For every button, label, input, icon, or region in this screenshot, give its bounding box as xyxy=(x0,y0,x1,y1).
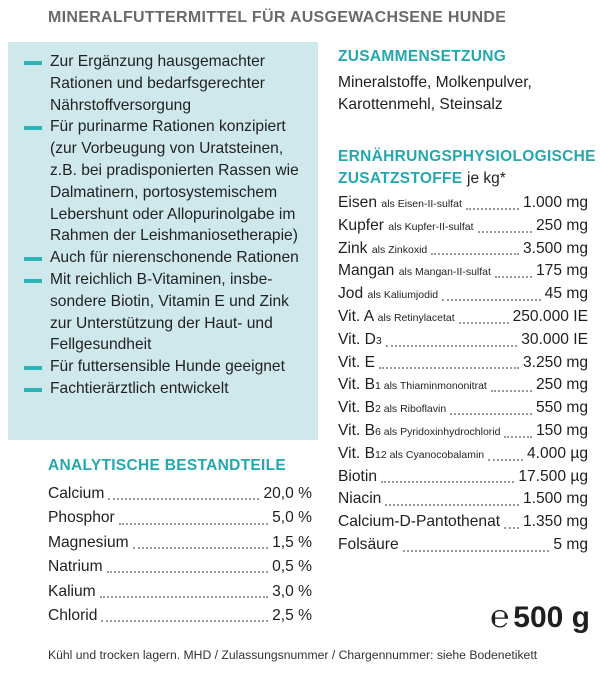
additive-row xyxy=(338,238,588,261)
analytic-value: 2,5 % xyxy=(272,606,312,624)
additive-name: Vit. B12 als Cyanocobalamin xyxy=(338,444,485,462)
dot-leader xyxy=(431,252,519,255)
additive-name: Vit. B1 als Thiaminmononitrat xyxy=(338,376,487,394)
dash-bullet-icon xyxy=(24,279,42,283)
dash-bullet-icon xyxy=(24,388,42,392)
storage-note: Kühl und trocken lagern. MHD / Zulassungsnummer / Chargennummer: siehe Bodenetikett xyxy=(48,648,538,662)
additive-value: 1.500 mg xyxy=(522,490,588,508)
dot-leader xyxy=(381,480,514,483)
additive-value: 250 mg xyxy=(535,216,588,234)
additive-value: 175 mg xyxy=(535,262,588,280)
additive-value: 1.350 mg xyxy=(522,513,588,531)
dot-leader xyxy=(466,207,519,210)
dot-leader xyxy=(133,546,269,549)
dot-leader xyxy=(459,321,509,324)
additive-row xyxy=(338,215,588,238)
additive-name: Vit. D3 xyxy=(338,330,382,348)
analytic-row xyxy=(48,482,312,506)
additive-name: Folsäure xyxy=(338,535,399,553)
page-title: MINERALFUTTERMITTEL FÜR AUSGEWACHSENE HUNDE xyxy=(48,9,507,26)
additive-name: Kupfer als Kupfer-II-sulfat xyxy=(338,216,474,234)
analytic-name: Magnesium xyxy=(48,533,129,551)
additive-row xyxy=(338,488,588,511)
additive-value: 1.000 mg xyxy=(522,194,588,211)
dot-leader xyxy=(403,549,550,552)
additive-name: Calcium-D-Pantothenat xyxy=(338,513,501,531)
analytic-table xyxy=(48,482,312,628)
features-list xyxy=(8,42,318,400)
feature-item: Auch für nierenschonende Rationen xyxy=(8,247,318,269)
additive-value: 45 mg xyxy=(544,285,588,303)
feature-item: Zur Ergänzung hausgemachter Rationen und bedarfsgerechter Nährstoffversorgung xyxy=(8,51,318,116)
additives-table xyxy=(338,192,588,557)
dot-leader xyxy=(119,522,268,525)
additives-heading xyxy=(338,146,596,190)
additive-value: 17.500 µg xyxy=(518,467,588,485)
additives-heading-text: ERNÄHRUNGSPHYSIOLOGISCHE ZUSATZSTOFFE xyxy=(338,148,596,187)
dot-leader xyxy=(488,458,523,461)
dot-leader xyxy=(100,595,268,598)
features-box xyxy=(8,42,318,440)
additive-value: 550 mg xyxy=(535,399,588,417)
additive-name: Vit. B6 als Pyridoxinhydrochlorid xyxy=(338,421,501,439)
analytic-value: 5,0 % xyxy=(272,509,312,527)
additive-row xyxy=(338,306,588,329)
dot-leader xyxy=(386,344,518,347)
additive-value: 4.000 µg xyxy=(526,444,588,462)
composition-heading: ZUSAMMENSETZUNG xyxy=(338,48,507,65)
additive-name: Vit. A als Retinylacetat xyxy=(338,307,455,325)
dot-leader xyxy=(504,526,519,529)
feature-item: Für futtersensible Hunde geeignet xyxy=(8,356,318,378)
additive-row xyxy=(338,352,588,375)
additive-row xyxy=(338,283,588,306)
dot-leader xyxy=(450,412,532,415)
additive-value: 5 mg xyxy=(553,535,588,553)
feature-item: Mit reichlich B-Vitaminen, insbesondere Biotin, Vitamin E und Zink zur Unterstützung der Haut- und Fellgesundheit xyxy=(8,269,318,356)
additive-value: 250 mg xyxy=(535,376,588,394)
net-weight xyxy=(442,596,590,638)
dot-leader xyxy=(108,497,259,500)
additive-row xyxy=(338,466,588,489)
dash-bullet-icon xyxy=(24,366,42,370)
additive-row xyxy=(338,397,588,420)
dot-leader xyxy=(442,298,541,301)
dot-leader xyxy=(491,389,532,392)
estimated-sign-icon: ℮ xyxy=(490,598,510,634)
additive-value: 150 mg xyxy=(535,421,588,439)
additive-row xyxy=(338,511,588,534)
additive-name: Zink als Zinkoxid xyxy=(338,239,428,257)
additive-name: Vit. E xyxy=(338,353,375,371)
analytic-value: 1,5 % xyxy=(272,533,312,551)
dot-leader xyxy=(385,503,519,506)
analytic-row xyxy=(48,555,312,579)
additive-name: Eisen als Eisen-II-sulfat xyxy=(338,194,462,211)
dash-bullet-icon xyxy=(24,61,42,65)
additive-row xyxy=(338,260,588,283)
additive-value: 250.000 IE xyxy=(512,307,588,325)
additive-name: Jod als Kaliumjodid xyxy=(338,285,439,303)
dot-leader xyxy=(107,570,269,573)
analytic-heading: ANALYTISCHE BESTANDTEILE xyxy=(48,457,286,474)
dot-leader xyxy=(478,230,532,233)
analytic-name: Chlorid xyxy=(48,606,98,624)
additive-value: 30.000 IE xyxy=(521,330,588,348)
additive-name: Biotin xyxy=(338,467,378,485)
net-weight-value: 500 g xyxy=(513,601,590,634)
additive-row xyxy=(338,534,588,557)
additive-name: Vit. B2 als Riboflavin xyxy=(338,399,447,417)
analytic-name: Natrium xyxy=(48,558,103,576)
additive-value: 3.500 mg xyxy=(522,239,588,257)
additive-value: 3.250 mg xyxy=(522,353,588,371)
dash-bullet-icon xyxy=(24,257,42,261)
feature-item: Für purinarme Rationen konzipiert (zur Vorbeugung von Uratsteinen, z.B. bei pradisponierten Rassen wie Dalmatinern, portosystemischem Lebershunt oder Allopurinolgabe im Rahmen der Leishmaniosetherapie) xyxy=(8,116,318,247)
dot-leader xyxy=(495,275,532,278)
dot-leader xyxy=(101,619,268,622)
analytic-name: Kalium xyxy=(48,582,96,600)
additive-row xyxy=(338,420,588,443)
dash-bullet-icon xyxy=(24,126,42,130)
additives-unit: je kg* xyxy=(467,170,506,187)
analytic-row xyxy=(48,531,312,555)
dot-leader xyxy=(504,435,532,438)
additive-row xyxy=(338,374,588,397)
additive-name: Niacin xyxy=(338,490,382,508)
analytic-value: 0,5 % xyxy=(272,558,312,576)
analytic-value: 3,0 % xyxy=(272,582,312,600)
additive-row xyxy=(338,192,588,215)
feature-item: Fachtierärztlich entwickelt xyxy=(8,378,318,400)
dot-leader xyxy=(379,366,519,369)
additive-row xyxy=(338,329,588,352)
additive-name: Mangan als Mangan-II-sulfat xyxy=(338,262,491,280)
analytic-row xyxy=(48,604,312,628)
composition-text: Mineralstoffe, Molkenpulver, Karottenmehl, Steinsalz xyxy=(338,74,532,113)
analytic-name: Phosphor xyxy=(48,509,115,527)
additive-row xyxy=(338,443,588,466)
analytic-value: 20,0 % xyxy=(263,485,312,502)
analytic-row xyxy=(48,580,312,604)
analytic-name: Calcium xyxy=(48,485,105,502)
analytic-row xyxy=(48,506,312,530)
